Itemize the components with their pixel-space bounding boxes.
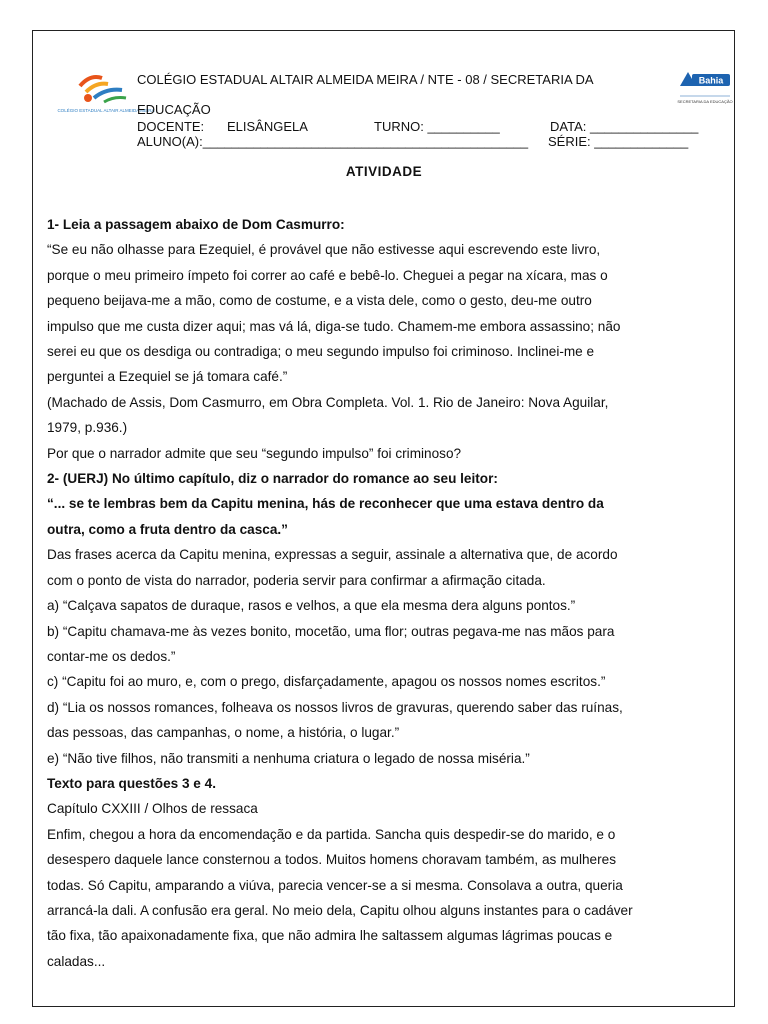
heading-line: outra, como a fruta dentro da casca.”: [47, 521, 288, 537]
school-name: COLÉGIO ESTADUAL ALTAIR ALMEIDA MEIRA / NTE - 08 / SECRETARIA DA: [137, 72, 594, 87]
heading-line: 2- (UERJ) No último capítulo, diz o narrador do romance ao seu leitor:: [47, 471, 498, 487]
docente-label: DOCENTE:: [137, 119, 205, 134]
text-line: c) “Capitu foi ao muro, e, com o prego, disfarçadamente, apagou os nossos nomes escritos.”: [47, 674, 606, 690]
text-line: pequeno beijava-me a mão, como de costume, e a vista dele, como o gesto, deu-me outro: [47, 293, 592, 309]
heading-line: “... se te lembras bem da Capitu menina, hás de reconhecer que uma estava dentro da: [47, 496, 604, 512]
text-line: perguntei a Ezequiel se já tomara café.”: [47, 369, 288, 385]
text-line: a) “Calçava sapatos de duraque, rasos e velhos, a que ela mesma dera alguns pontos.”: [47, 598, 576, 614]
heading-line: Texto para questões 3 e 4.: [47, 775, 216, 791]
text-line: d) “Lia os nossos romances, folheava os nossos livros de gravuras, querendo saber das ruínas,: [47, 699, 623, 715]
logo-right-caption: SECRETARIA DA EDUCAÇÃO: [677, 99, 733, 104]
text-line: impulso que me custa dizer aqui; mas vá lá, diga-se tudo. Chamem-me embora assassino; não: [47, 318, 621, 334]
text-line: das pessoas, das campanhas, o nome, a história, o lugar.”: [47, 725, 400, 741]
heading-line: 1- Leia a passagem abaixo de Dom Casmurro:: [47, 217, 345, 232]
logo-right-text: Bahia: [698, 75, 724, 86]
text-line: com o ponto de vista do narrador, poderia servir para confirmar a afirmação citada.: [47, 572, 546, 588]
bahia-logo: [676, 68, 732, 106]
text-line: serei eu que os desdiga ou contradiga; o meu segundo impulso foi criminoso. Inclinei-me e: [47, 344, 595, 360]
text-line: tão fixa, tão apaixonadamente fixa, que não admira lhe saltassem algumas lágrimas poucas e: [47, 928, 613, 944]
text-line: e) “Não tive filhos, não transmiti a nenhuma criatura o legado de nossa miséria.”: [47, 750, 530, 766]
bahia-logo-icon: [676, 68, 732, 106]
aluno-field: ALUNO(A):_____________________________________________: [137, 134, 529, 149]
logo-left-caption: COLÉGIO ESTADUAL ALTAIR ALMEIDA MEIRA: [57, 108, 155, 113]
text-line: Das frases acerca da Capitu menina, expressas a seguir, assinale a alternativa que, de acordo: [47, 547, 618, 563]
school-logo-icon: [57, 70, 155, 126]
text-line: contar-me os dedos.”: [47, 648, 176, 664]
text-line: “Se eu não olhasse para Ezequiel, é provável que não estivesse aqui escrevendo este livro,: [47, 242, 601, 258]
school-name-cont: EDUCAÇÃO: [137, 102, 211, 117]
text-line: porque o meu primeiro ímpeto foi correr ao café e bebê-lo. Cheguei a pegar na xícara, mas o: [47, 267, 608, 283]
data-field: DATA: _______________: [550, 119, 699, 134]
serie-field: SÉRIE: _____________: [548, 134, 689, 149]
page-title: ATIVIDADE: [345, 164, 423, 179]
text-line: todas. Só Capitu, amparando a viúva, parecia vencer-se a si mesma. Consolava a outra, queria: [47, 877, 623, 893]
text-line: 1979, p.936.): [47, 420, 128, 436]
activity-body: [47, 212, 707, 974]
docente-value: ELISÂNGELA: [227, 119, 308, 134]
text-line: (Machado de Assis, Dom Casmurro, em Obra Completa. Vol. 1. Rio de Janeiro: Nova Aguilar,: [47, 394, 609, 410]
text-line: Capítulo CXXIII / Olhos de ressaca: [47, 801, 258, 817]
school-logo: [57, 70, 155, 126]
text-line: b) “Capitu chamava-me às vezes bonito, mocetão, uma flor; outras pegava-me nas mãos para: [47, 623, 615, 639]
text-line: Enfim, chegou a hora da encomendação e da partida. Sancha quis despedir-se do marido, e o: [47, 826, 616, 842]
text-line: Por que o narrador admite que seu “segundo impulso” foi criminoso?: [47, 445, 462, 461]
text-line: arrancá-la dali. A confusão era geral. No meio dela, Capitu olhou alguns instantes para o cadáver: [47, 902, 633, 918]
turno-field: TURNO: __________: [374, 119, 500, 134]
text-line: desespero daquele lance consternou a todos. Muitos homens choravam também, as mulheres: [47, 852, 616, 868]
text-line: caladas...: [47, 953, 106, 969]
